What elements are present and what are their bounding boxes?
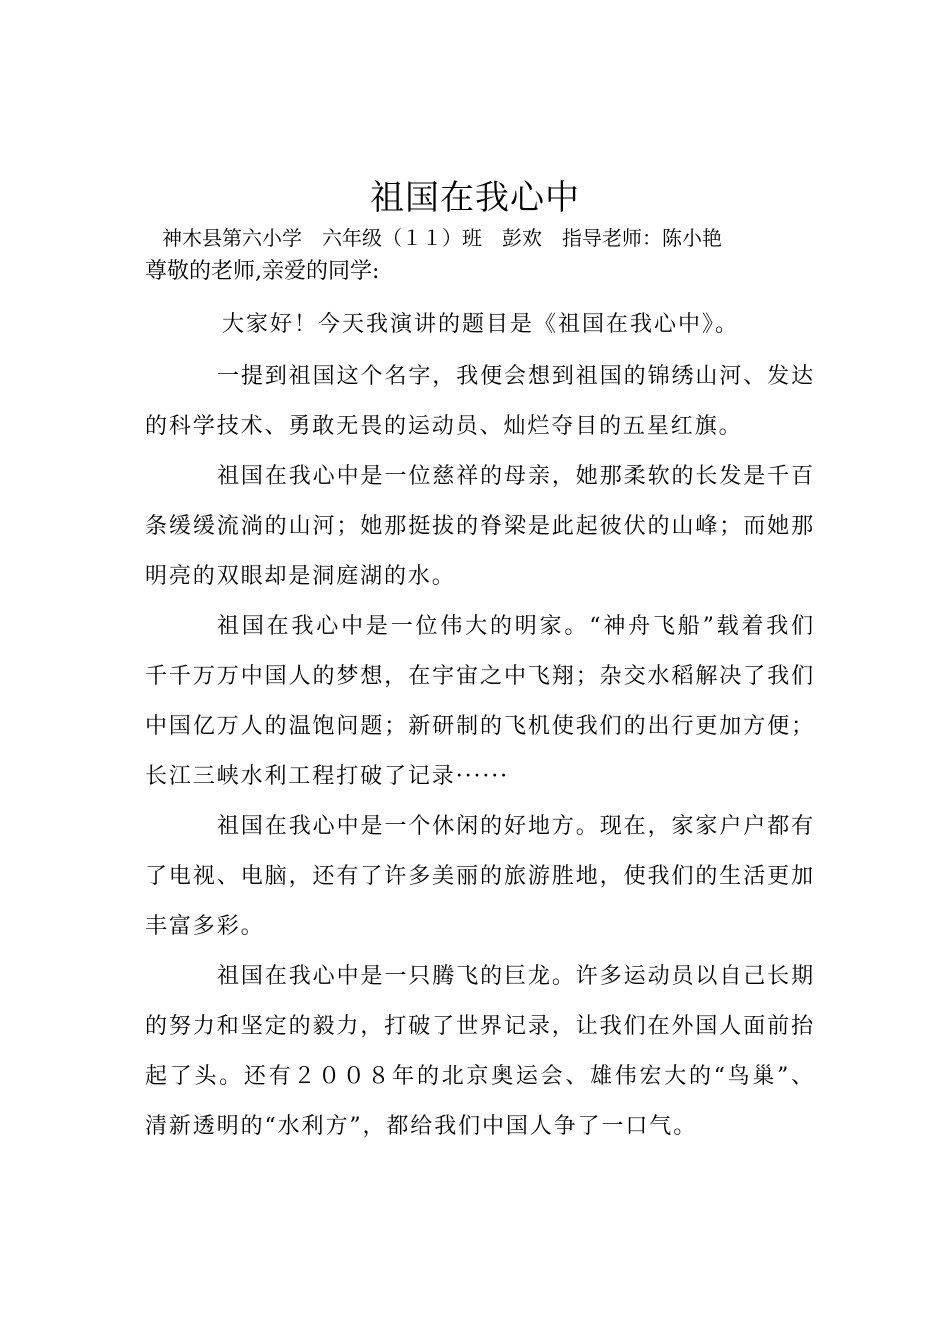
- author-byline: 神木县第六小学 六年级（１１）班 彭欢 指导老师：陈小艳: [162, 226, 722, 250]
- essay-body: [145, 352, 815, 1152]
- paragraph: 祖国在我心中是一只腾飞的巨龙。许多运动员以自己长期的努力和坚定的毅力，打破了世界记录，让我们在外国人面前抬起了头。还有２００８年的北京奥运会、雄伟宏大的“鸟巢”、清新透明的“水利方”，都给我们中国人争了一口气。: [145, 964, 815, 1139]
- paragraph: 祖国在我心中是一位慈祥的母亲，她那柔软的长发是千百条缓缓流淌的山河；她那挺拔的脊梁是此起彼伏的山峰；而她那明亮的双眼却是洞庭湖的水。: [145, 464, 815, 589]
- greeting: 尊敬的老师,亲爱的同学:: [145, 259, 380, 284]
- paragraph: 一提到祖国这个名字，我便会想到祖国的锦绣山河、发达的科学技术、勇敢无畏的运动员、灿烂夺目的五星红旗。: [145, 364, 815, 439]
- document-title: 祖国在我心中: [370, 178, 580, 218]
- paragraph: 祖国在我心中是一个休闲的好地方。现在，家家户户都有了电视、电脑，还有了许多美丽的旅游胜地，使我们的生活更加丰富多彩。: [145, 814, 815, 939]
- opening-line: 大家好！今天我演讲的题目是《祖国在我心中》。: [222, 312, 740, 337]
- paragraph: 祖国在我心中是一位伟大的明家。“神舟飞船”载着我们千千万万中国人的梦想，在宇宙之中飞翔；杂交水稻解决了我们中国亿万人的温饱问题；新研制的飞机使我们的出行更加方便；长江三峡水利工程打破了记录······: [145, 614, 815, 789]
